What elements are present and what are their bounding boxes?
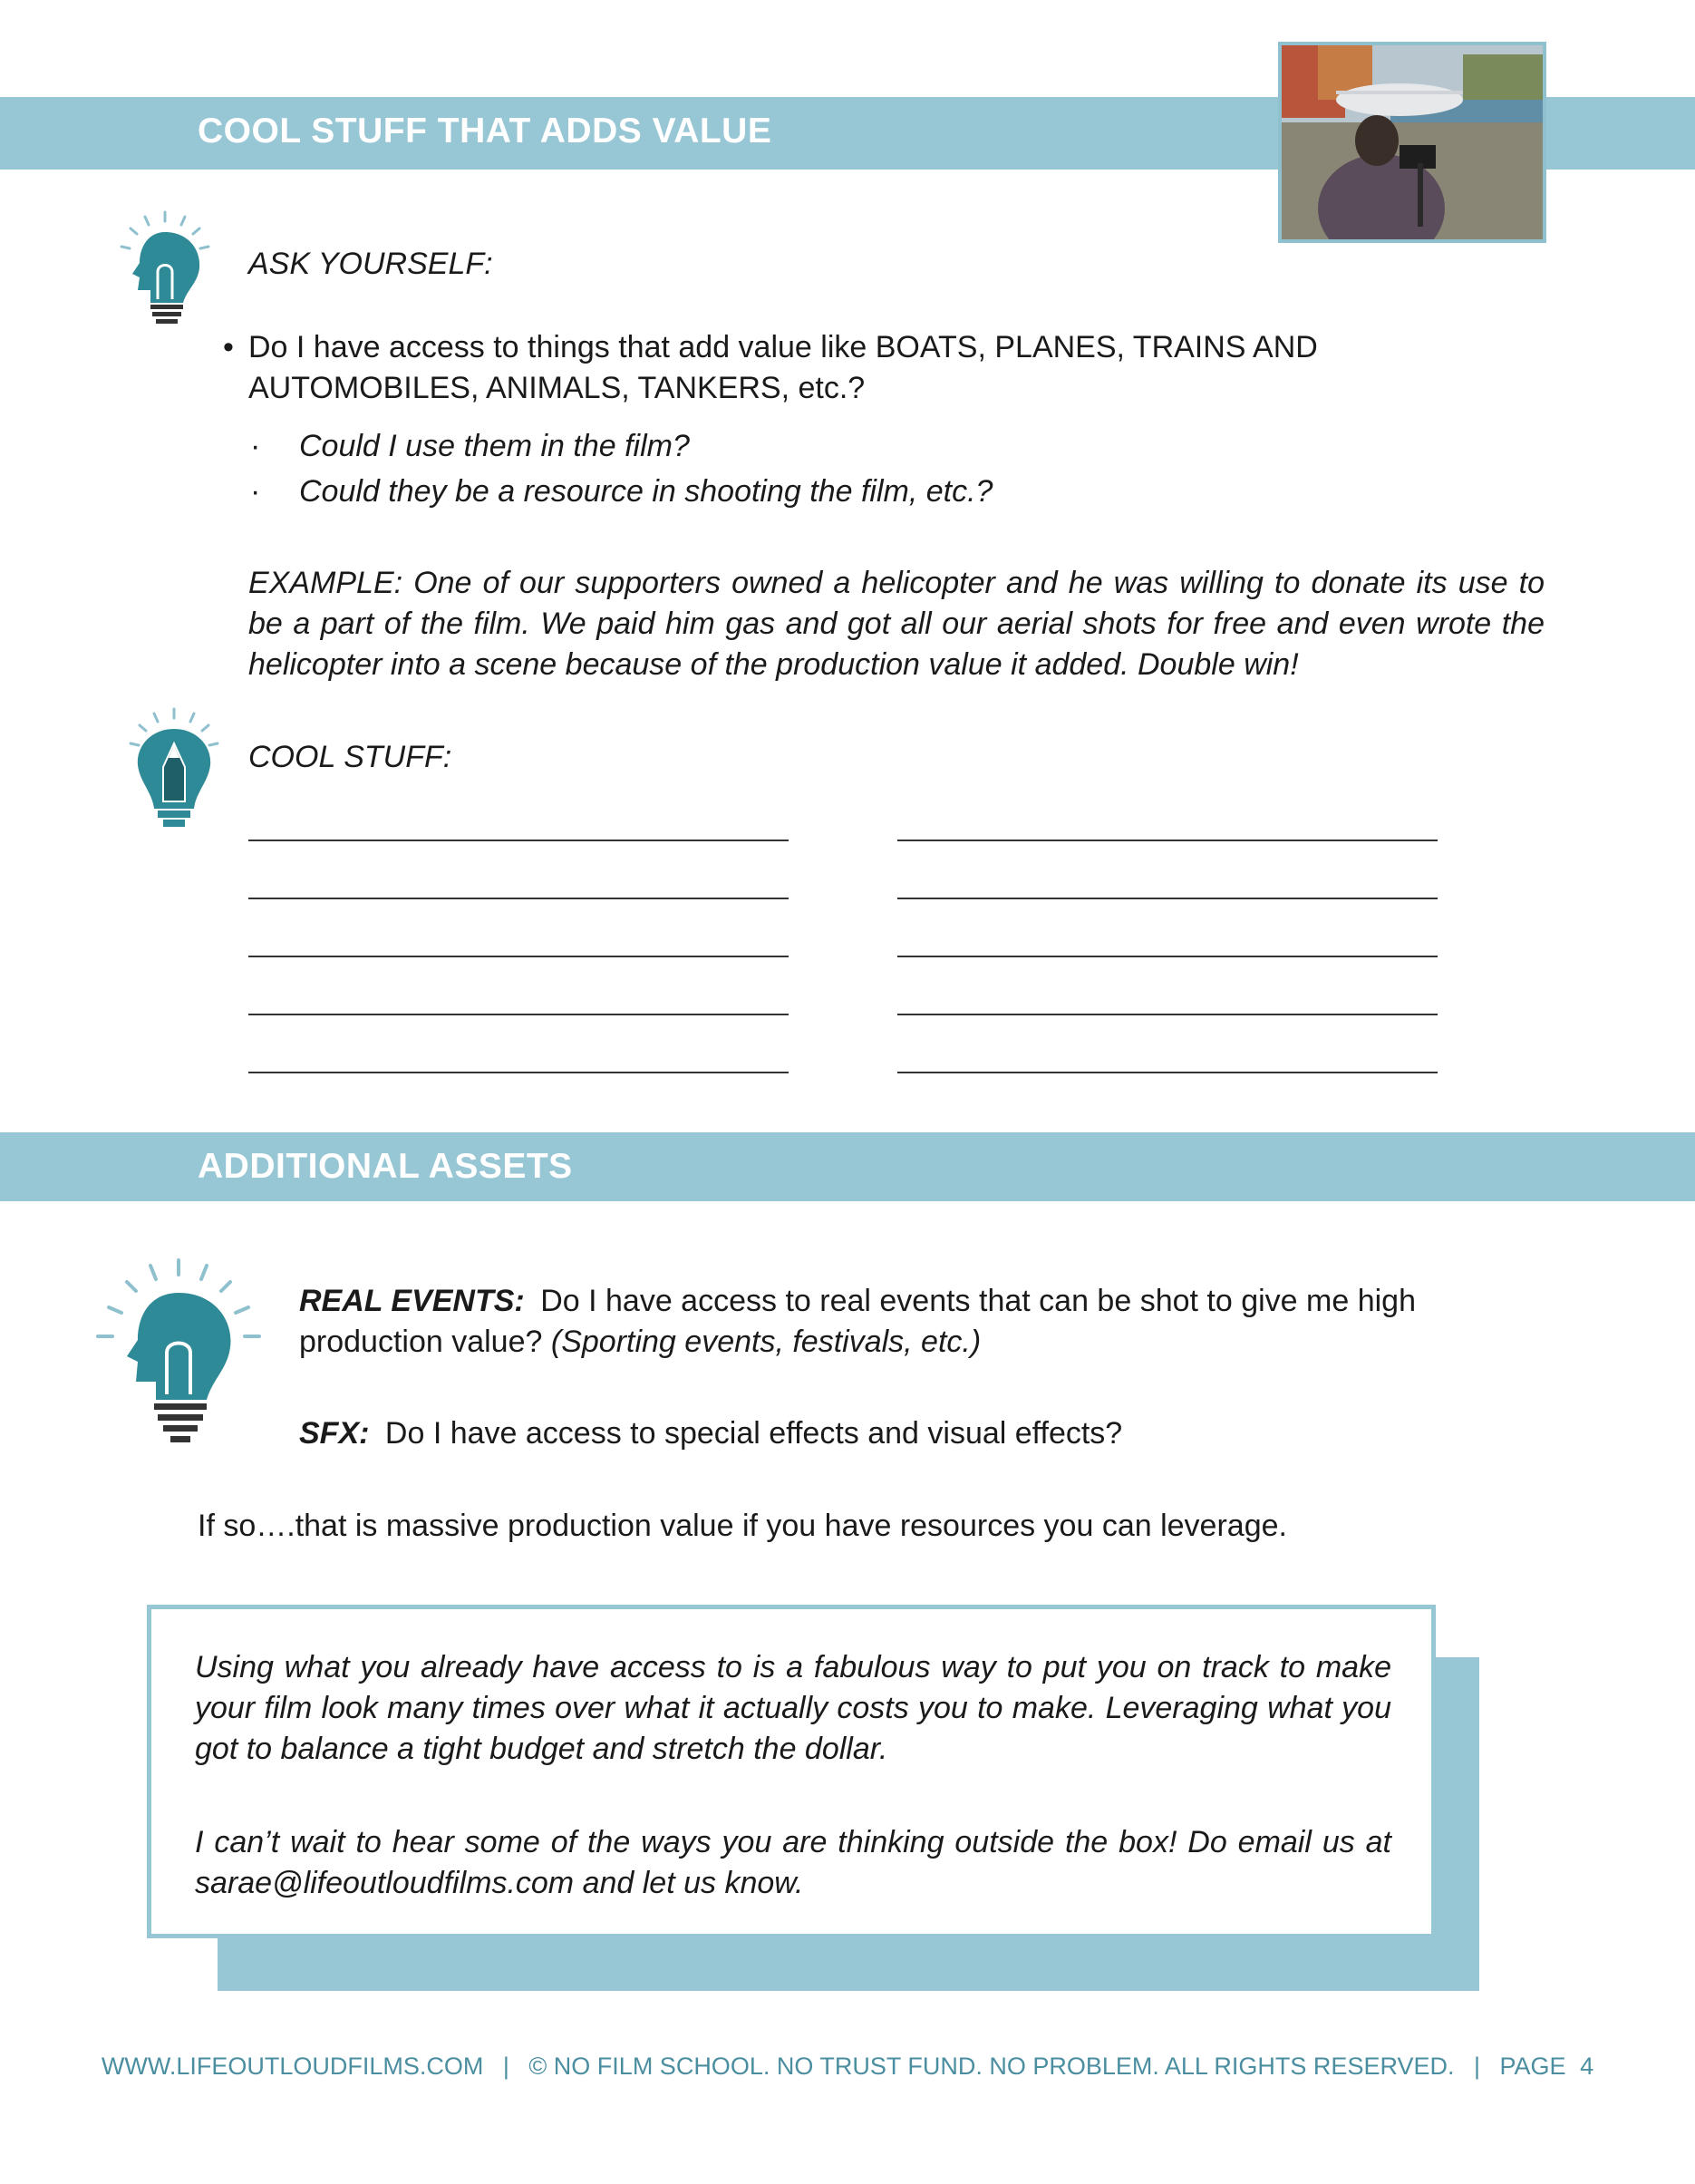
lightbulb-head-icon — [111, 209, 219, 331]
sub-bullet-dot: · — [250, 474, 261, 509]
write-in-line-right[interactable] — [897, 898, 1438, 899]
ask-yourself-label: ASK YOURSELF: — [248, 247, 493, 281]
lightbulb-head-icon — [94, 1257, 263, 1447]
section-title-additional-assets: ADDITIONAL ASSETS — [198, 1147, 573, 1186]
write-in-line-left[interactable] — [248, 898, 789, 899]
write-in-line-right[interactable] — [897, 840, 1438, 841]
example-label: EXAMPLE: — [248, 566, 403, 600]
write-in-line-left[interactable] — [248, 956, 789, 957]
section-title-cool-stuff: COOL STUFF THAT ADDS VALUE — [198, 112, 772, 150]
write-in-line-left[interactable] — [248, 1014, 789, 1015]
bullet-dot: • — [223, 330, 234, 364]
write-in-line-right[interactable] — [897, 1072, 1438, 1073]
sub-bullet-item: Could they be a resource in shooting the film, etc.? — [299, 474, 993, 509]
sub-bullet-item: Could I use them in the film? — [299, 429, 690, 463]
footer — [0, 2053, 1695, 2081]
example-paragraph — [248, 563, 1545, 685]
footer-page-label: PAGE — [1499, 2053, 1566, 2080]
if-so-statement: If so….that is massive production value if you have resources you can leverage. — [198, 1509, 1287, 1543]
access-question: Do I have access to things that add value like BOATS, PLANES, TRAINS AND AUTOMOBILES, ANIMALS, TANKERS, etc.? — [248, 330, 1318, 405]
footer-website[interactable]: WWW.LIFEOUTLOUDFILMS.COM — [101, 2053, 484, 2080]
real-events-label: REAL EVENTS: — [299, 1284, 525, 1318]
sub-bullet-dot: · — [250, 429, 261, 463]
footer-copyright: © NO FILM SCHOOL. NO TRUST FUND. NO PROBLEM. ALL RIGHTS RESERVED. — [528, 2053, 1455, 2080]
real-events-text: Do I have access to real events that can be shot to give me high production value? — [299, 1284, 1416, 1359]
pencil-bulb-icon — [120, 707, 228, 830]
sfx-paragraph — [299, 1413, 1550, 1454]
footer-page-number: 4 — [1580, 2053, 1594, 2080]
callout-paragraph: I can’t wait to hear some of the ways you are thinking outside the box! Do email us at sarae@lifeoutloudfilms.com and let us know. — [195, 1825, 1391, 1900]
callout-paragraph: Using what you already have access to is a fabulous way to put you on track to make your film look many times over what it actually costs you to make. Leveraging what you got to balance a tight budget and stretch the dollar. — [195, 1650, 1391, 1766]
sfx-label: SFX: — [299, 1416, 370, 1451]
real-events-examples: (Sporting events, festivals, etc.) — [550, 1325, 982, 1359]
footer-separator: | — [502, 2053, 509, 2080]
write-in-line-right[interactable] — [897, 956, 1438, 957]
cool-stuff-label: COOL STUFF: — [248, 740, 452, 774]
example-text: One of our supporters owned a helicopter and he was willing to donate its use to be a part of the film. We paid him gas and got all our aerial shots for free and even wrote the helicopter into a scene because of the production value it added. Double win! — [248, 566, 1545, 682]
write-in-line-left[interactable] — [248, 1072, 789, 1073]
sfx-text: Do I have access to special effects and visual effects? — [384, 1416, 1123, 1451]
real-events-paragraph — [299, 1281, 1550, 1363]
write-in-line-left[interactable] — [248, 840, 789, 841]
footer-separator: | — [1474, 2053, 1481, 2080]
callout-box — [147, 1605, 1436, 1938]
header-photo — [1278, 42, 1546, 243]
write-in-line-right[interactable] — [897, 1014, 1438, 1015]
camera-operator-photo — [1282, 45, 1543, 239]
